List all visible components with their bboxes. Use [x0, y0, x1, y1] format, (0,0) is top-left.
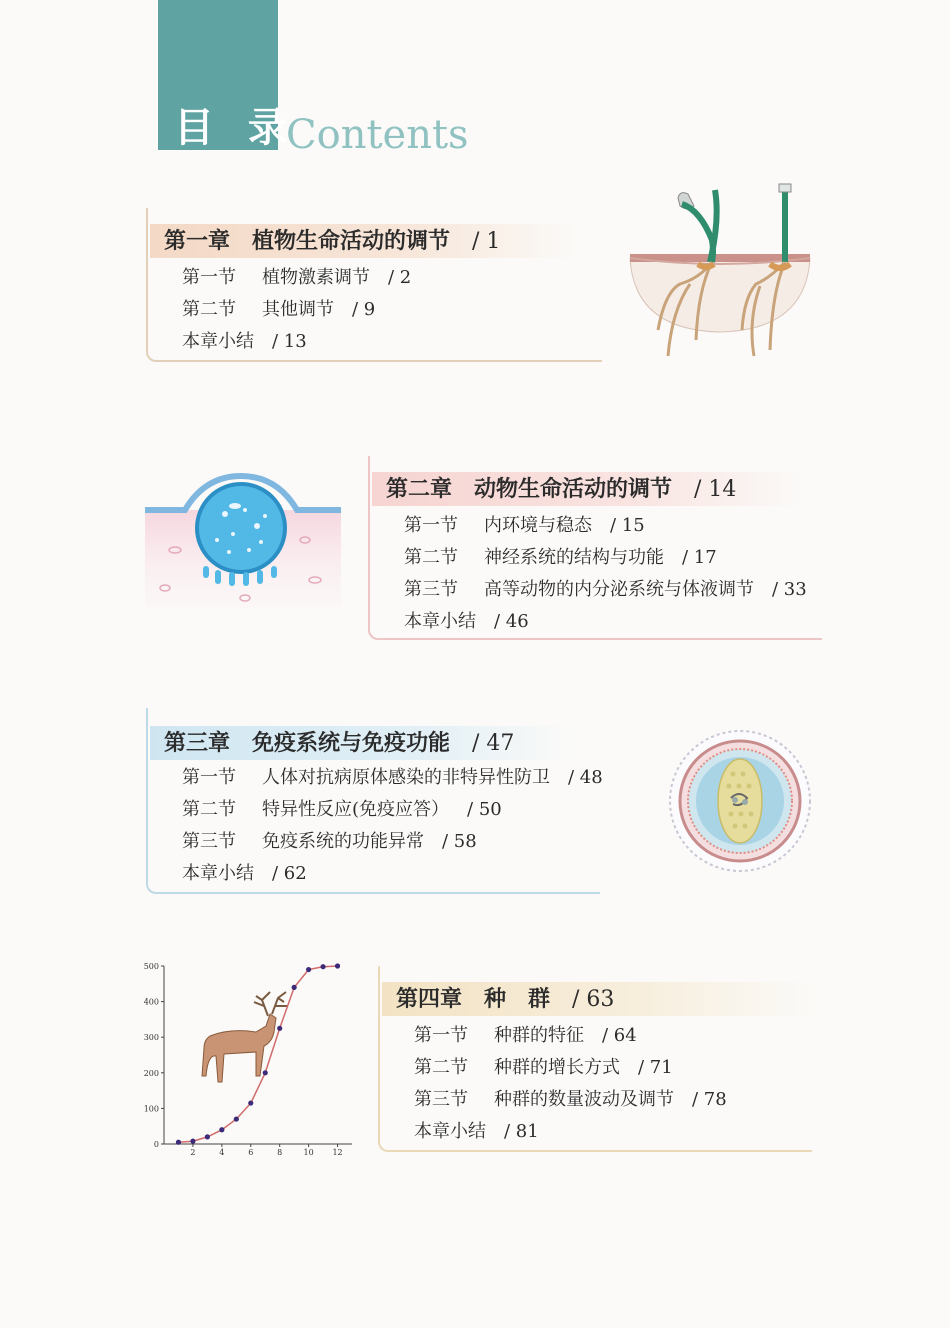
- section-page: / 78: [692, 1089, 727, 1110]
- section-page: / 13: [272, 331, 307, 352]
- section-title: 人体对抗病原体感染的非特异性防卫: [262, 767, 550, 788]
- section-title: 免疫系统的功能异常: [262, 831, 424, 852]
- chapter-2-heading[interactable]: [372, 472, 806, 506]
- toc-entry[interactable]: [182, 830, 477, 854]
- data-point: [320, 964, 325, 969]
- section-page: / 2: [388, 267, 412, 288]
- toc-entry[interactable]: [404, 546, 717, 570]
- chapter-title: 第四章 种 群: [396, 986, 551, 1012]
- chapter-title: 第一章 植物生命活动的调节: [164, 228, 451, 254]
- section-title: 高等动物的内分泌系统与体液调节: [484, 579, 754, 600]
- page-title-english: Contents: [286, 112, 469, 158]
- chapter-title: 第二章 动物生命活动的调节: [386, 476, 673, 502]
- population-growth-chart: [140, 956, 360, 1156]
- section-page: / 46: [494, 611, 529, 632]
- toc-entry[interactable]: [182, 766, 603, 790]
- toc-entry[interactable]: [182, 330, 307, 354]
- section-number: 第三节: [182, 831, 236, 852]
- section-page: / 58: [442, 831, 477, 852]
- data-point: [277, 1026, 282, 1031]
- toc-entry[interactable]: [404, 514, 645, 538]
- page-title-chinese: 目 录: [174, 104, 298, 151]
- section-title: 内环境与稳态: [484, 515, 592, 536]
- section-title: 植物激素调节: [262, 267, 370, 288]
- chapter-4-heading[interactable]: [382, 982, 816, 1016]
- section-page: / 17: [682, 547, 717, 568]
- chapter-page: / 47: [472, 731, 515, 756]
- section-number: 第二节: [404, 547, 458, 568]
- chapter-title: 第三章 免疫系统与免疫功能: [164, 730, 451, 756]
- section-page: / 81: [504, 1121, 539, 1142]
- data-point: [219, 1127, 224, 1132]
- section-page: / 33: [772, 579, 807, 600]
- data-point: [292, 985, 297, 990]
- data-point: [248, 1100, 253, 1105]
- y-tick-label: 300: [143, 1033, 159, 1043]
- chapter-3-heading[interactable]: [150, 726, 576, 760]
- section-number: 第三节: [414, 1089, 468, 1110]
- chapter-page: / 14: [694, 477, 737, 502]
- toc-entry[interactable]: [404, 578, 807, 602]
- toc-entry[interactable]: [414, 1056, 673, 1080]
- section-page: / 64: [602, 1025, 637, 1046]
- data-point: [263, 1070, 268, 1075]
- section-title: 神经系统的结构与功能: [484, 547, 664, 568]
- section-number: 第二节: [414, 1057, 468, 1078]
- toc-entry[interactable]: [182, 266, 411, 290]
- toc-entry[interactable]: [182, 298, 375, 322]
- section-page: / 62: [272, 863, 307, 884]
- tissue-section-illustration: [145, 470, 341, 610]
- y-tick-label: 500: [143, 962, 159, 971]
- section-title: 种群的数量波动及调节: [494, 1089, 674, 1110]
- section-number: 本章小结: [182, 331, 254, 352]
- section-page: / 71: [638, 1057, 673, 1078]
- data-point: [234, 1116, 239, 1121]
- virus-illustration: [665, 728, 815, 874]
- x-tick-label: 12: [332, 1148, 343, 1156]
- chapter-page: / 63: [572, 987, 615, 1012]
- x-tick-label: 2: [190, 1148, 196, 1156]
- section-number: 第一节: [414, 1025, 468, 1046]
- toc-entry[interactable]: [414, 1024, 637, 1048]
- section-page: / 15: [610, 515, 645, 536]
- x-tick-label: 4: [219, 1148, 225, 1156]
- section-title: 种群的特征: [494, 1025, 584, 1046]
- section-number: 本章小结: [182, 863, 254, 884]
- deer-icon: [202, 992, 288, 1082]
- toc-entry[interactable]: [414, 1120, 539, 1144]
- data-point: [176, 1140, 181, 1145]
- section-title: 种群的增长方式: [494, 1057, 620, 1078]
- section-number: 第一节: [182, 767, 236, 788]
- toc-entry[interactable]: [182, 862, 307, 886]
- toc-entry[interactable]: [182, 798, 502, 822]
- section-page: / 50: [467, 799, 502, 820]
- y-tick-label: 200: [143, 1068, 159, 1078]
- section-number: 第二节: [182, 799, 236, 820]
- section-title: 其他调节: [262, 299, 334, 320]
- toc-entry[interactable]: [404, 610, 529, 634]
- y-tick-label: 100: [143, 1104, 159, 1114]
- section-number: 本章小结: [414, 1121, 486, 1142]
- section-number: 第三节: [404, 579, 458, 600]
- data-point: [205, 1134, 210, 1139]
- section-page: / 9: [352, 299, 376, 320]
- section-page: / 48: [568, 767, 603, 788]
- y-tick-label: 0: [153, 1140, 159, 1149]
- section-number: 本章小结: [404, 611, 476, 632]
- y-tick-label: 400: [143, 997, 159, 1007]
- section-number: 第一节: [182, 267, 236, 288]
- x-tick-label: 6: [248, 1148, 254, 1156]
- section-number: 第二节: [182, 299, 236, 320]
- toc-entry[interactable]: [414, 1088, 727, 1112]
- chapter-page: / 1: [472, 229, 501, 254]
- data-point: [335, 963, 340, 968]
- section-number: 第一节: [404, 515, 458, 536]
- chapter-1-heading[interactable]: [150, 224, 578, 258]
- section-title: 特异性反应(免疫应答）: [262, 799, 450, 820]
- x-tick-label: 8: [277, 1148, 283, 1156]
- data-point: [190, 1139, 195, 1144]
- seedling-illustration: [620, 180, 820, 365]
- data-point: [306, 967, 311, 972]
- x-tick-label: 10: [303, 1148, 314, 1156]
